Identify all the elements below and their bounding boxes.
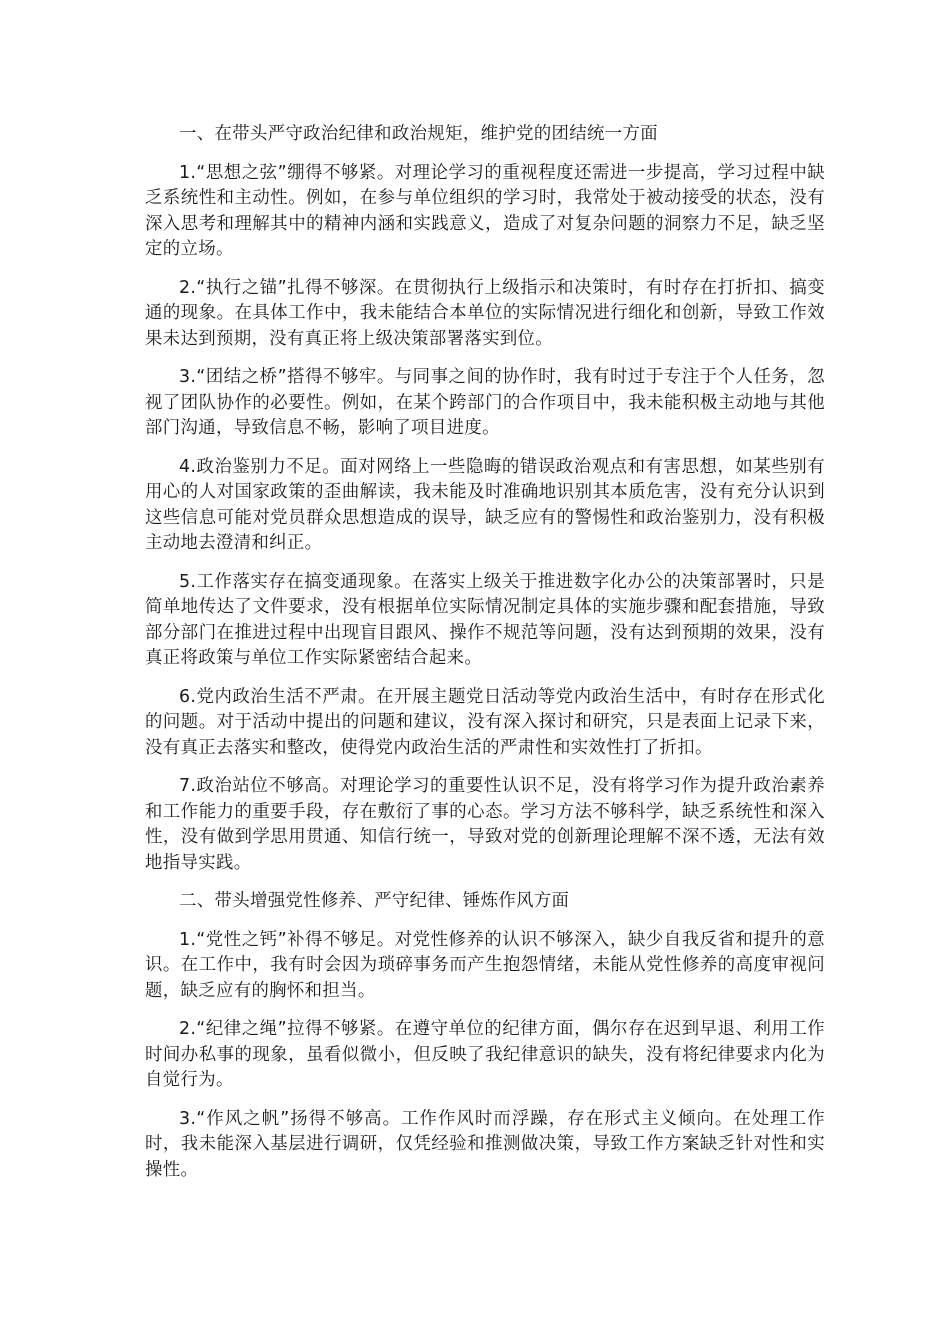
- section-1-item-3: 3.“团结之桥”搭得不够牢。与同事之间的协作时，我有时过于专注于个人任务，忽视了团队协作的必要性。例如，在某个跨部门的合作项目中，我未能积极主动地与其他部门沟通，导致信息不畅，影响了项目进度。: [145, 367, 825, 438]
- section-1-item-6: 6.党内政治生活不严肃。在开展主题党日活动等党内政治生活中，有时存在形式化的问题。对于活动中提出的问题和建议，没有深入探讨和研究，只是表面上记录下来，没有真正去落实和整改，使得党内政治生活的严肃性和实效性打了折扣。: [145, 686, 825, 758]
- section-1-item-4: 4.政治鉴别力不足。面对网络上一些隐晦的错误政治观点和有害思想，如某些别有用心的人对国家政策的歪曲解读，我未能及时准确地识别其本质危害，没有充分认识到这些信息可能对党员群众思想造成的误导，缺乏应有的警惕性和政治鉴别力，没有积极主动地去澄清和纠正。: [145, 456, 825, 553]
- section-2-item-3: 3.“作风之帆”扬得不够高。工作作风时而浮躁，存在形式主义倾向。在处理工作时，我未能深入基层进行调研，仅凭经验和推测做决策，导致工作方案缺乏针对性和实操性。: [145, 1108, 825, 1180]
- document-body: [145, 122, 825, 1196]
- section-2-item-1: 1.“党性之钙”补得不够足。对党性修养的认识不够深入，缺少自我反省和提升的意识。在工作中，我有时会因为琐碎事务而产生抱怨情绪，未能从党性修养的高度审视问题，缺乏应有的胸怀和担当。: [145, 929, 825, 1001]
- section-1-item-1: 1.“思想之弦”绷得不够紧。对理论学习的重视程度还需进一步提高，学习过程中缺乏系统性和主动性。例如，在参与单位组织的学习时，我常处于被动接受的状态，没有深入思考和理解其中的精神内涵和实践意义，造成了对复杂问题的洞察力不足，缺乏坚定的立场。: [145, 162, 825, 259]
- section-1-item-7: 7.政治站位不够高。对理论学习的重要性认识不足，没有将学习作为提升政治素养和工作能力的重要手段，存在敷衍了事的心态。学习方法不够科学，缺乏系统性和深入性，没有做到学思用贯通、知信行统一，导致对党的创新理论理解不深不透，无法有效地指导实践。: [145, 776, 825, 873]
- section-1-item-2: 2.“执行之锚”扎得不够深。在贯彻执行上级指示和决策时，有时存在打折扣、搞变通的现象。在具体工作中，我未能结合本单位的实际情况进行细化和创新，导致工作效果未达到预期，没有真正将上级决策部署落实到位。: [145, 277, 825, 349]
- section-1-item-5: 5.工作落实存在搞变通现象。在落实上级关于推进数字化办公的决策部署时，只是简单地传达了文件要求，没有根据单位实际情况制定具体的实施步骤和配套措施，导致部分部门在推进过程中出现盲目跟风、操作不规范等问题，没有达到预期的效果，没有真正将政策与单位工作实际紧密结合起来。: [145, 571, 825, 668]
- section-2-heading: 二、带头增强党性修养、严守纪律、锤炼作风方面: [179, 891, 570, 911]
- section-1-heading: 一、在带头严守政治纪律和政治规矩，维护党的团结统一方面: [179, 124, 658, 144]
- section-2-item-2: 2.“纪律之绳”拉得不够紧。在遵守单位的纪律方面，偶尔存在迟到早退、利用工作时间办私事的现象，虽看似微小，但反映了我纪律意识的缺失，没有将纪律要求内化为自觉行为。: [145, 1019, 825, 1090]
